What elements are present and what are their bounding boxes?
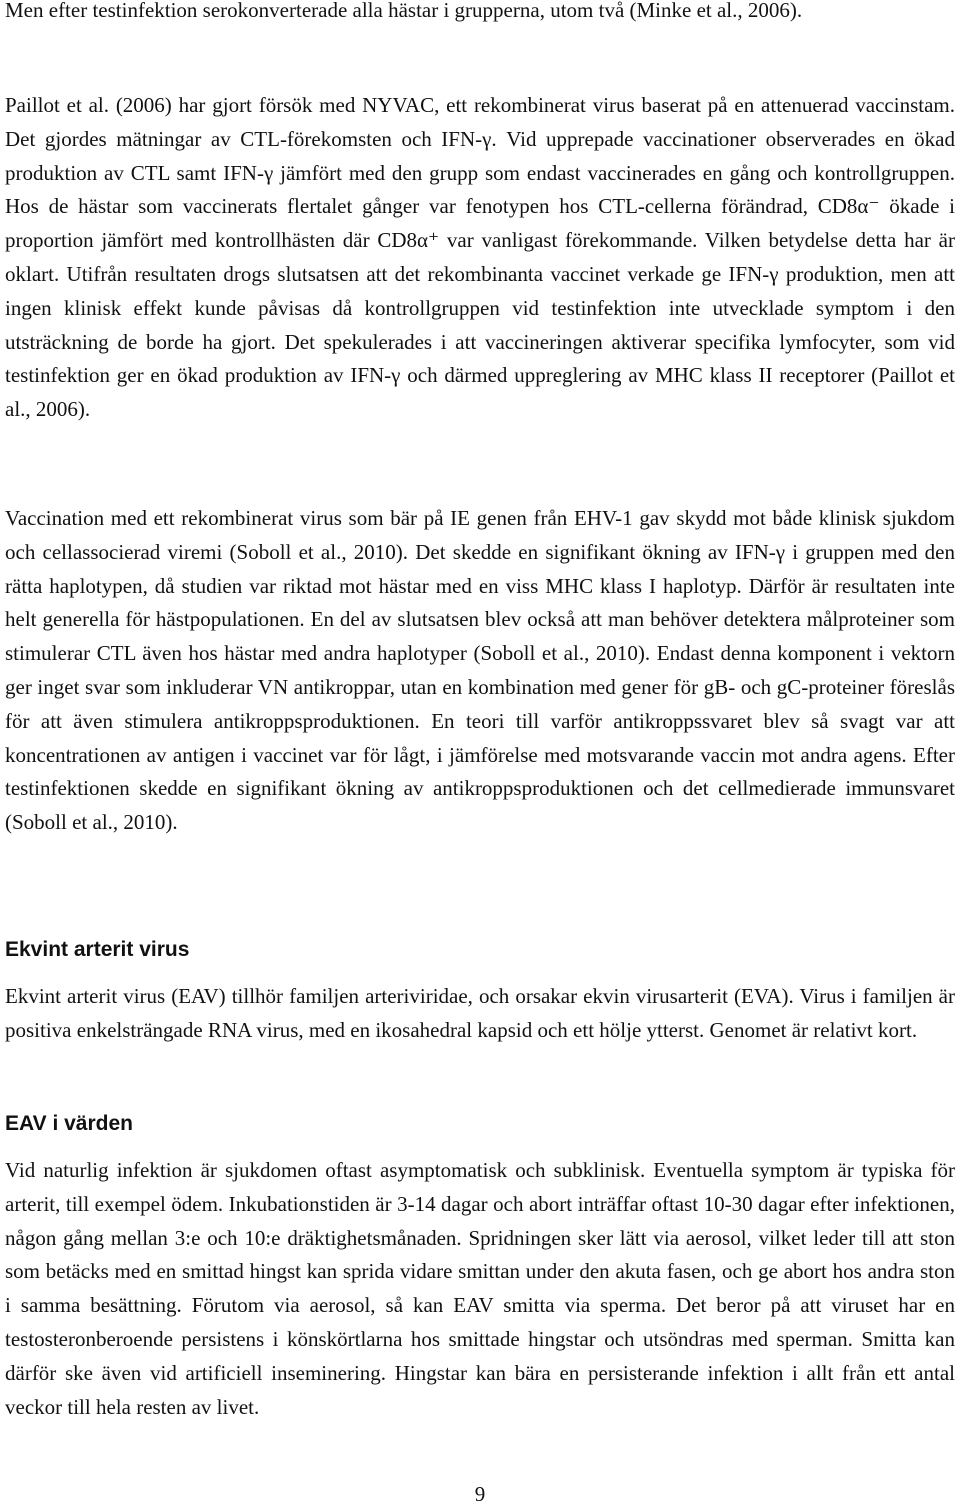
page-number: 9: [474, 1482, 486, 1506]
paragraph-eav-host: Vid naturlig infektion är sjukdomen oftast asymptomatisk och subklinisk. Eventuella symptom är typiska för arterit, till exempel ödem. Inkubationstiden är 3-14 dagar och abort inträffar oftast 10-30 dagar efter infektionen, någon gång mellan 3:e och 10:e dräktighetsmånaden. Spridningen sker lätt via aerosol, vilket leder till att ston som betäcks med en smittad hingst kan sprida vidare smittan under den akuta fasen, och ge abort hos andra ston i samma besättning. Förutom via aerosol, så kan EAV smitta via sperma. Det beror på att viruset har en testosteronberoende persistens i könskörtlarna hos smittade hingstar och utsöndras med sperman. Smitta kan därför ske även vid artificiell inseminering. Hingstar kan bära en persisterande infektion i allt från ett antal veckor till hela resten av livet.: [5, 1158, 955, 1419]
paragraph-soboll: Vaccination med ett rekombinerat virus som bär på IE genen från EHV-1 gav skydd mot både klinisk sjukdom och cellassocierad viremi (Soboll et al., 2010). Det skedde en signifikant ökning av IFN-γ i gruppen med den rätta haplotypen, då studien var riktad mot hästar med en viss MHC klass I haplotyp. Därför är resultaten inte helt generella för hästpopulationen. En del av slutsatsen blev också att man behöver detektera målproteiner som stimulerar CTL även hos hästar med andra haplotyper (Soboll et al., 2010). Endast denna komponent i vektorn ger inget svar som inkluderar VN antikroppar, utan en kombination med gener för gB- och gC-proteiner föreslås för att även stimulera antikroppsproduktionen. En teori till varför antikroppssvaret blev så svagt var att koncentrationen av antigen i vaccinet var för lågt, i jämförelse med motsvarande vaccin mot andra agens. Efter testinfektionen skedde en signifikant ökning av antikroppsproduktionen och det cellmedierade immunsvaret (Soboll et al., 2010).: [5, 506, 955, 835]
paragraph-paillot: Paillot et al. (2006) har gjort försök med NYVAC, ett rekombinerat virus baserat på en attenuerad vaccinstam. Det gjordes mätningar av CTL-förekomsten och IFN-γ. Vid upprepade vaccinationer observerades en ökad produktion av CTL samt IFN-γ jämfört med den grupp som endast vaccinerades en gång och kontrollgruppen. Hos de hästar som vaccinerats flertalet gånger var fenotypen hos CTL-cellerna förändrad, CD8α⁻ ökade i proportion jämfört med kontrollhästen där CD8α⁺ var vanligast förekommande. Vilken betydelse detta har är oklart. Utifrån resultaten drogs slutsatsen att det rekombinanta vaccinet verkade ge IFN-γ produktion, men att ingen klinisk effekt kunde påvisas då kontrollgruppen vid testinfektion inte utvecklade symptom i den utsträckning de borde ha gjort. Det spekulerades i att vaccineringen aktiverar specifika lymfocyter, som vid testinfektion ger en ökad produktion av IFN-γ och därmed uppreglering av MHC klass II receptorer (Paillot et al., 2006).: [5, 93, 955, 422]
paragraph-minke: Men efter testinfektion serokonverterade alla hästar i grupperna, utom två (Minke et al., 2006).: [5, 0, 803, 22]
heading-ekvint-arterit-virus: Ekvint arterit virus: [5, 938, 190, 961]
heading-eav-i-varden: EAV i värden: [5, 1112, 133, 1135]
paragraph-eav-intro: Ekvint arterit virus (EAV) tillhör familjen arteriviridae, och orsakar ekvin virusarterit (EVA). Virus i familjen är positiva enkelsträngade RNA virus, med en ikosahedral kapsid och ett hölje ytterst. Genomet är relativt kort.: [5, 984, 955, 1042]
